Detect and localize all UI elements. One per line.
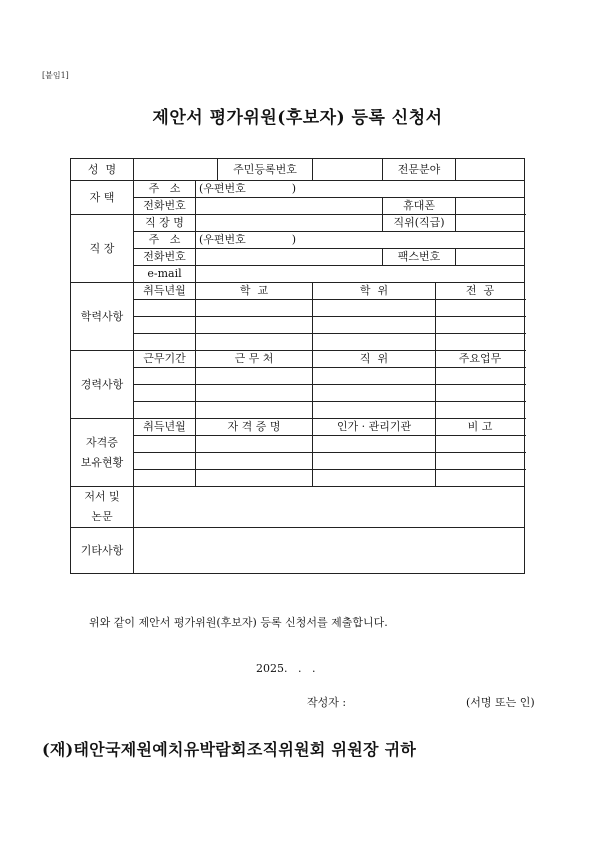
career-header-position: 직 위 [313, 351, 436, 368]
career-cell[interactable] [313, 368, 436, 385]
career-header-employer: 근 무 처 [196, 351, 313, 368]
specialty-field[interactable] [456, 159, 525, 181]
papers-field[interactable] [134, 487, 525, 528]
cert-cell[interactable] [134, 436, 196, 453]
cert-cell[interactable] [196, 453, 313, 470]
cert-cell[interactable] [134, 453, 196, 470]
education-header-date: 취득년월 [134, 283, 196, 300]
education-cell[interactable] [313, 334, 436, 351]
email-label: e-mail [134, 266, 196, 283]
fax-label: 팩스번호 [383, 249, 456, 266]
work-label: 직 장 [71, 215, 134, 283]
cert-cell[interactable] [313, 453, 436, 470]
home-address-label: 주 소 [134, 181, 196, 198]
cert-cell[interactable] [436, 453, 525, 470]
career-cell[interactable] [134, 368, 196, 385]
career-header-period: 근무기간 [134, 351, 196, 368]
education-cell[interactable] [196, 334, 313, 351]
career-cell[interactable] [313, 385, 436, 402]
work-postal-prefix: (우편번호 [199, 233, 246, 246]
other-label: 기타사항 [71, 528, 134, 574]
career-cell[interactable] [196, 385, 313, 402]
cert-header-date: 취득년월 [134, 419, 196, 436]
education-cell[interactable] [436, 317, 525, 334]
mobile-field[interactable] [456, 198, 525, 215]
education-cell[interactable] [134, 334, 196, 351]
certificates-label [71, 419, 134, 487]
position-field[interactable] [456, 215, 525, 232]
signature-label: (서명 또는 인) [466, 696, 535, 709]
education-cell[interactable] [436, 334, 525, 351]
cert-header-name: 자 격 증 명 [196, 419, 313, 436]
education-cell[interactable] [436, 300, 525, 317]
specialty-label: 전문분야 [383, 159, 456, 181]
home-phone-label: 전화번호 [134, 198, 196, 215]
rrn-label: 주민등록번호 [218, 159, 313, 181]
work-phone-label: 전화번호 [134, 249, 196, 266]
education-label: 학력사항 [71, 283, 134, 351]
cert-header-remarks: 비 고 [436, 419, 525, 436]
career-cell[interactable] [134, 402, 196, 419]
education-header-major: 전 공 [436, 283, 525, 300]
registration-form-table [70, 158, 525, 574]
name-field[interactable] [134, 159, 218, 181]
rrn-field[interactable] [313, 159, 383, 181]
attachment-label: [붙임1] [42, 71, 69, 80]
papers-label-line1: 저서 및 [84, 490, 120, 503]
education-header-degree: 학 위 [313, 283, 436, 300]
career-label: 경력사항 [71, 351, 134, 419]
home-postal-suffix: ) [291, 182, 297, 195]
cert-header-issuer: 인가 · 관리기관 [313, 419, 436, 436]
cert-cell[interactable] [313, 470, 436, 487]
work-address-label: 주 소 [134, 232, 196, 249]
cert-cell[interactable] [134, 470, 196, 487]
name-label: 성 명 [71, 159, 134, 181]
home-label: 자 택 [71, 181, 134, 215]
cert-cell[interactable] [196, 470, 313, 487]
work-postal-suffix: ) [291, 233, 297, 246]
education-cell[interactable] [134, 300, 196, 317]
submission-statement: 위와 같이 제안서 평가위원(후보자) 등록 신청서를 제출합니다. [89, 616, 388, 629]
document-title: 제안서 평가위원(후보자) 등록 신청서 [152, 108, 443, 128]
cert-cell[interactable] [436, 436, 525, 453]
cert-cell[interactable] [196, 436, 313, 453]
certificates-label-line2: 보유현황 [80, 455, 124, 469]
career-cell[interactable] [196, 402, 313, 419]
mobile-label: 휴대폰 [383, 198, 456, 215]
career-cell[interactable] [313, 402, 436, 419]
education-cell[interactable] [313, 300, 436, 317]
career-cell[interactable] [134, 385, 196, 402]
cert-cell[interactable] [313, 436, 436, 453]
other-field[interactable] [134, 528, 525, 574]
education-header-school: 학 교 [196, 283, 313, 300]
fax-field[interactable] [456, 249, 525, 266]
cert-cell[interactable] [436, 470, 525, 487]
career-header-duties: 주요업무 [436, 351, 525, 368]
author-label: 작성자 : [307, 696, 347, 709]
home-postal-prefix: (우편번호 [199, 182, 246, 195]
career-cell[interactable] [436, 385, 525, 402]
career-cell[interactable] [436, 402, 525, 419]
recipient-line: (재)태안국제원예치유박람회조직위원회 위원장 귀하 [42, 740, 417, 759]
education-cell[interactable] [196, 317, 313, 334]
home-phone-field[interactable] [196, 198, 383, 215]
workplace-label: 직 장 명 [134, 215, 196, 232]
education-cell[interactable] [313, 317, 436, 334]
submission-date: 2025. . . [256, 662, 316, 675]
workplace-field[interactable] [196, 215, 383, 232]
education-cell[interactable] [196, 300, 313, 317]
career-cell[interactable] [196, 368, 313, 385]
papers-label-line2: 논문 [91, 510, 113, 523]
education-cell[interactable] [134, 317, 196, 334]
work-address-field[interactable] [196, 232, 525, 249]
career-cell[interactable] [436, 368, 525, 385]
papers-label [71, 487, 134, 528]
position-label: 직위(직급) [383, 215, 456, 232]
email-field[interactable] [196, 266, 525, 283]
home-address-field[interactable] [196, 181, 525, 198]
work-phone-field[interactable] [196, 249, 383, 266]
certificates-label-line1: 자격증 [86, 435, 118, 449]
